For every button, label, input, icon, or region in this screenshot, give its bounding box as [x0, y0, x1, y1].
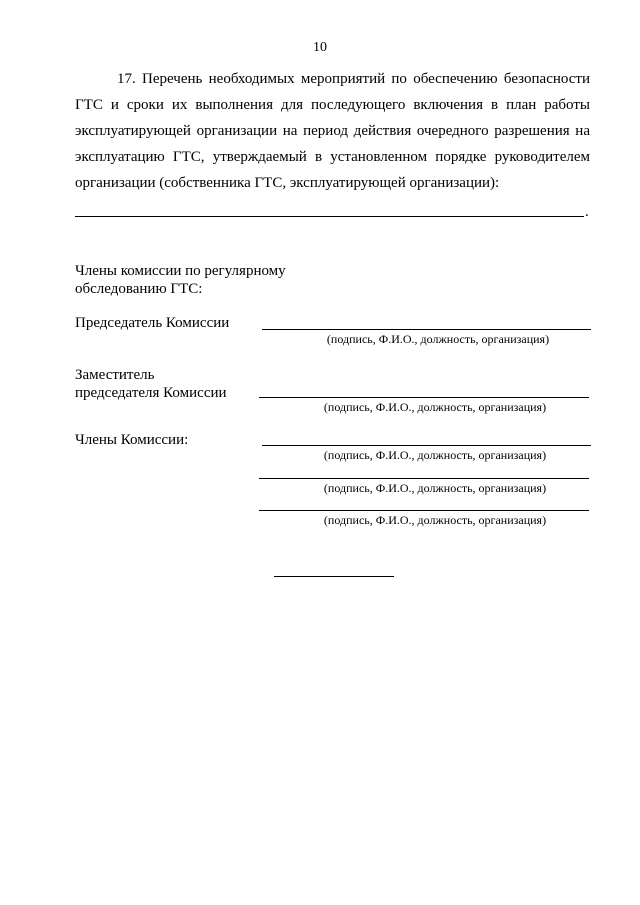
member-1-signature-caption: (подпись, Ф.И.О., должность, организация) [323, 448, 547, 462]
chairman-signature-caption: (подпись, Ф.И.О., должность, организация) [326, 332, 550, 346]
chairman-label: Председатель Комиссии [75, 315, 230, 331]
end-of-document-line [274, 576, 394, 577]
page-number: 10 [313, 40, 327, 55]
deputy-signature-caption: (подпись, Ф.И.О., должность, организация) [323, 400, 547, 414]
deputy-chairman-label [75, 366, 227, 402]
deputy-signature-line [259, 397, 589, 398]
commission-heading-line-2: обследованию ГТС: [75, 281, 203, 297]
deputy-label-line-1: Заместитель [75, 367, 155, 383]
member-1-signature-line [262, 445, 591, 446]
commission-heading [75, 262, 286, 298]
fill-in-line-period: . [585, 204, 589, 220]
chairman-signature-line [262, 329, 591, 330]
member-2-signature-line [259, 478, 589, 479]
member-3-signature-line [259, 510, 589, 511]
paragraph-17: 17. Перечень необходимых мероприятий по обеспечению безопасности ГТС и сроки их выполнения для последующего включения в план работы эксплуатирующей организации на период действия очередного разрешения на эксплуатацию ГТС, утверждаемый в установленном порядке руководителем организации (собственника ГТС, эксплуатирующей организации): [75, 71, 590, 191]
member-2-signature-caption: (подпись, Ф.И.О., должность, организация) [323, 481, 547, 495]
fill-in-line [75, 216, 584, 217]
members-label: Члены Комиссии: [75, 432, 189, 448]
commission-heading-line-1: Члены комиссии по регулярному [75, 263, 286, 279]
deputy-label-line-2: председателя Комиссии [75, 385, 227, 401]
member-3-signature-caption: (подпись, Ф.И.О., должность, организация) [323, 513, 547, 527]
